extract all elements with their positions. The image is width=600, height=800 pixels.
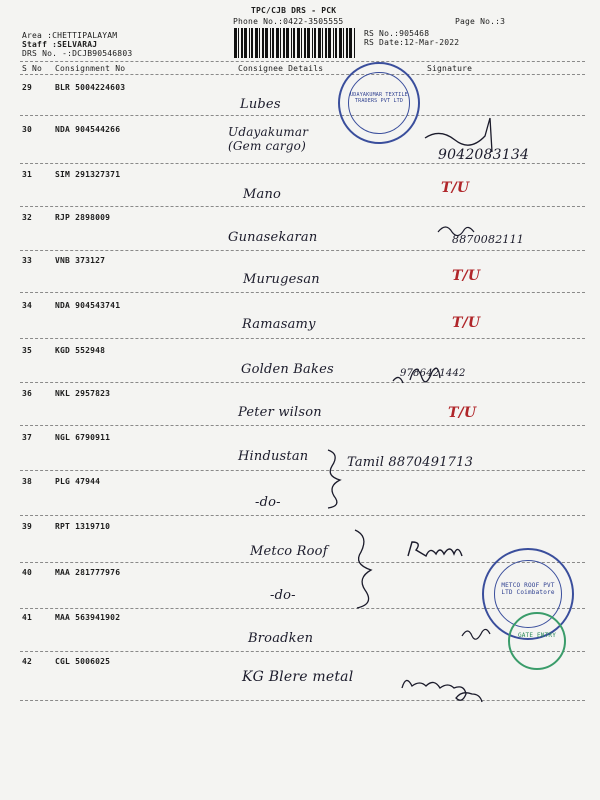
consignee-name: -do- — [255, 495, 281, 510]
rs-number: RS No.:905468 — [364, 29, 430, 38]
row-consignment: CGL 5006025 — [55, 657, 111, 666]
consignee-name: Ramasamy — [242, 317, 316, 332]
staff-label: Staff :SELVARAJ — [22, 40, 98, 49]
row-sno: 37 — [22, 433, 33, 442]
signature: T/U — [452, 268, 481, 284]
row-sno: 30 — [22, 125, 33, 134]
row-consignment: MAA 281777976 — [55, 568, 121, 577]
row-consignment: RJP 2898009 — [55, 213, 111, 222]
row-sno: 42 — [22, 657, 33, 666]
consignee-name: KG Blere metal — [242, 669, 354, 685]
row-consignment: VNB 373127 — [55, 256, 106, 265]
row-consignment: BLR 5004224603 — [55, 83, 126, 92]
consignee-name: Gunasekaran — [228, 230, 318, 245]
row-sno: 41 — [22, 613, 33, 622]
rs-date: RS Date:12-Mar-2022 — [364, 38, 460, 47]
row-consignment: PLG 47944 — [55, 477, 101, 486]
consignee-name: Golden Bakes — [241, 362, 334, 377]
signature: 9042083134 — [438, 147, 530, 163]
row-sno: 32 — [22, 213, 33, 222]
consignee-name: Udayakumar (Gem cargo) — [228, 125, 309, 153]
page-number: Page No.:3 — [455, 17, 506, 26]
consignee-name: Murugesan — [243, 272, 320, 287]
consignee-name: Peter wilson — [238, 405, 322, 420]
row-consignment: MAA 563941902 — [55, 613, 121, 622]
stamp-text: UDAYAKUMAR TEXTILE TRADERS PVT LTD — [350, 92, 408, 104]
row-sno: 36 — [22, 389, 33, 398]
signature: 9786421442 — [400, 368, 466, 379]
row-sno: 29 — [22, 83, 33, 92]
row-sno: 40 — [22, 568, 33, 577]
row-consignment: NDA 904544266 — [55, 125, 121, 134]
signature: T/U — [448, 405, 477, 421]
consignee-name: Lubes — [240, 97, 281, 112]
row-consignment: NGL 6790911 — [55, 433, 111, 442]
area-label: Area :CHETTIPALAYAM — [22, 31, 118, 40]
row-sno: 31 — [22, 170, 33, 179]
col-signature: Signature — [427, 64, 473, 73]
row-sno: 34 — [22, 301, 33, 310]
row-consignment: NKL 2957823 — [55, 389, 111, 398]
stamp-text: GATE ENTRY — [517, 632, 557, 639]
phone-number: Phone No.:0422-3505555 — [233, 17, 344, 26]
row-sno: 33 — [22, 256, 33, 265]
gate-entry-stamp — [508, 612, 566, 670]
row-sno: 39 — [22, 522, 33, 531]
row-sno: 35 — [22, 346, 33, 355]
signature: T/U — [441, 180, 470, 196]
signature: Tamil 8870491713 — [347, 455, 474, 470]
row-consignment: SIM 291327371 — [55, 170, 121, 179]
stamp-text: METCO ROOF PVT LTD Coimbatore — [501, 582, 555, 596]
consignee-name: -do- — [270, 588, 296, 603]
consignee-name: Metco Roof — [250, 544, 328, 559]
row-consignment: NDA 904543741 — [55, 301, 121, 310]
row-consignment: KGD 552948 — [55, 346, 106, 355]
doc-title: TPC/CJB DRS - PCK — [251, 6, 337, 15]
row-sno: 38 — [22, 477, 33, 486]
consignee-name: Hindustan — [238, 449, 309, 464]
consignee-name: Mano — [243, 187, 282, 202]
consignee-name: Broadken — [248, 631, 314, 646]
drs-number: DRS No. -:DCJB90546803 — [22, 49, 133, 58]
signature: T/U — [452, 315, 481, 331]
col-consignee: Consignee Details — [238, 64, 324, 73]
col-consignment: Consignment No — [55, 64, 126, 73]
row-consignment: RPT 1319710 — [55, 522, 111, 531]
signature: 8870082111 — [452, 233, 524, 246]
col-sno: S No — [22, 64, 43, 73]
company-stamp — [338, 62, 420, 144]
